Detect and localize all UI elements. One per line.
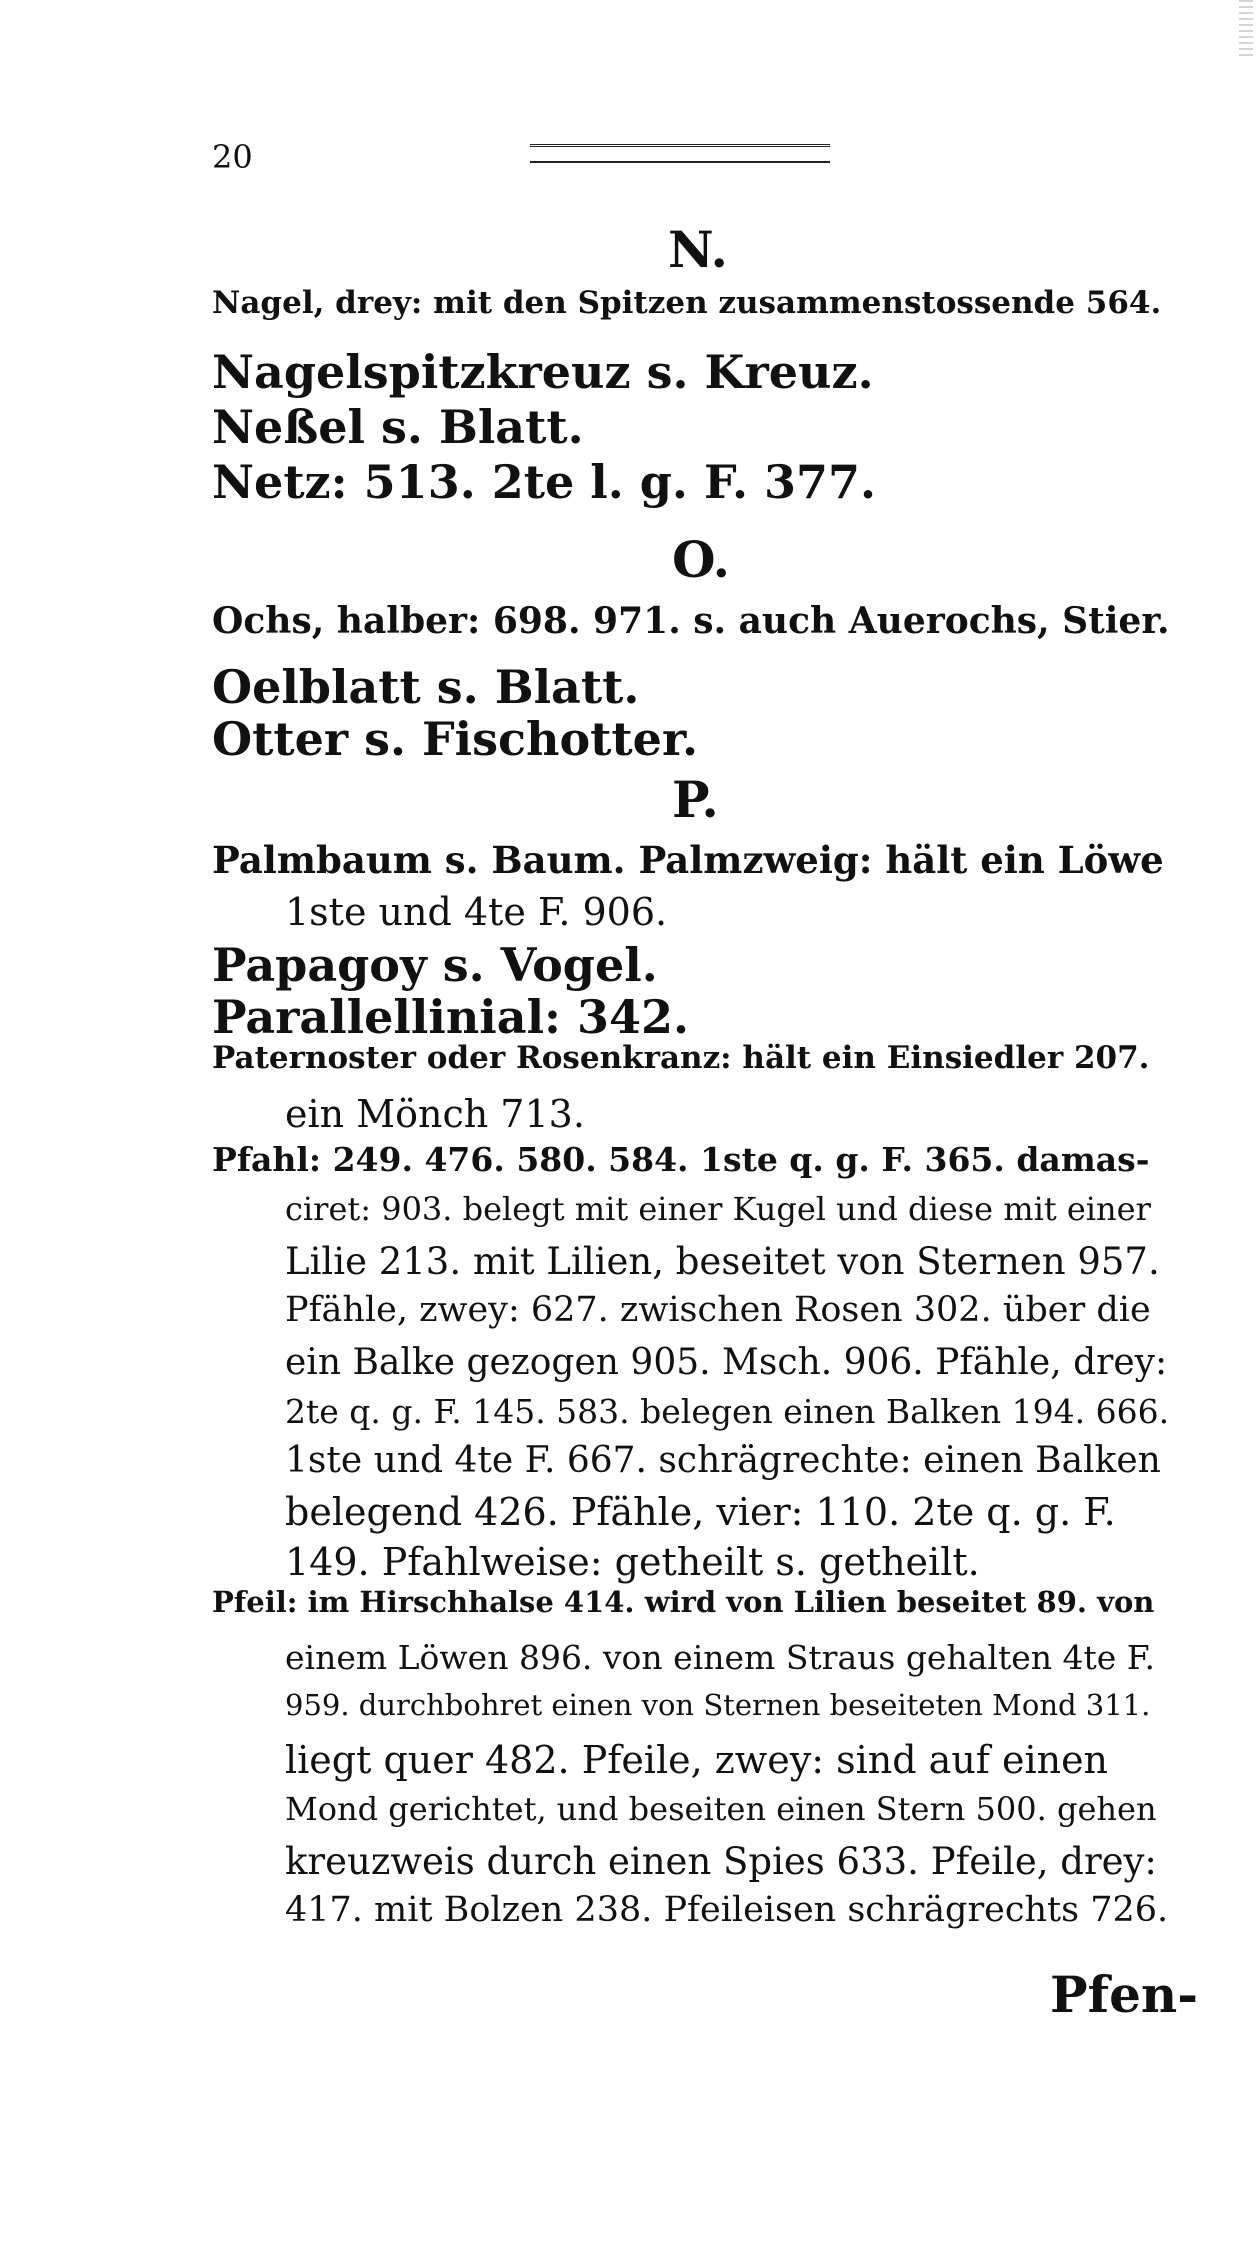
entry-line: 959. durchbohret einen von Sternen beseiteten Mond 311. (285, 1688, 1151, 1722)
entry-line: 2te q. g. F. 145. 583. belegen einen Balken 194. 666. (285, 1392, 1170, 1431)
entry-line: Papagoy s. Vogel. (212, 938, 658, 992)
entry-line: Ochs, halber: 698. 971. s. auch Auerochs, Stier. (212, 600, 1170, 642)
scan-speck (1239, 0, 1253, 60)
entry-line: Oelblatt s. Blatt. (212, 660, 640, 714)
entry-line: liegt quer 482. Pfeile, zwey: sind auf einen (285, 1738, 1109, 1782)
entry-line: Lilie 213. mit Lilien, beseitet von Sternen 957. (285, 1240, 1160, 1283)
entry-line: Neßel s. Blatt. (212, 400, 584, 454)
entry-line: 1ste und 4te F. 906. (285, 890, 668, 934)
entry-line: ein Balke gezogen 905. Msch. 906. Pfähle, drey: (285, 1342, 1168, 1383)
page-header (212, 138, 852, 178)
entry-line: Netz: 513. 2te l. g. F. 377. (212, 455, 877, 509)
entry-line: 1ste und 4te F. 667. schrägrechte: einen Balken (285, 1440, 1161, 1481)
header-rule (530, 144, 830, 163)
entry-line: 417. mit Bolzen 238. Pfeileisen schrägrechts 726. (285, 1890, 1169, 1930)
entry-line: Mond gerichtet, und beseiten einen Stern 500. gehen (285, 1790, 1157, 1828)
entry-line: Palmbaum s. Baum. Palmzweig: hält ein Löwe (212, 838, 1164, 882)
entry-line: Pfähle, zwey: 627. zwischen Rosen 302. über die (285, 1290, 1151, 1330)
entry-line: einem Löwen 896. von einem Straus gehalten 4te F. (285, 1638, 1156, 1677)
section-letter-o: O. (672, 530, 731, 589)
catchword: Pfen- (1050, 1965, 1199, 2024)
entry-line: Otter s. Fischotter. (212, 712, 698, 766)
section-letter-n: N. (668, 220, 728, 279)
entry-line: Pfeil: im Hirschhalse 414. wird von Lilien beseitet 89. von (212, 1585, 1155, 1619)
entry-line: Nagel, drey: mit den Spitzen zusammenstossende 564. (212, 285, 1162, 321)
section-letter-p: P. (672, 770, 719, 829)
entry-line: kreuzweis durch einen Spies 633. Pfeile, drey: (285, 1840, 1157, 1883)
entry-line: Paternoster oder Rosenkranz: hält ein Einsiedler 207. (212, 1040, 1150, 1076)
page-number: 20 (212, 138, 253, 176)
entry-line: ein Mönch 713. (285, 1092, 585, 1136)
entry-line: Nagelspitzkreuz s. Kreuz. (212, 345, 874, 399)
entry-line: 149. Pfahlweise: getheilt s. getheilt. (285, 1540, 980, 1584)
entry-line: Parallellinial: 342. (212, 990, 690, 1044)
entry-line: belegend 426. Pfähle, vier: 110. 2te q. g. F. (285, 1490, 1116, 1534)
entry-line: ciret: 903. belegt mit einer Kugel und diese mit einer (285, 1190, 1151, 1228)
entry-line: Pfahl: 249. 476. 580. 584. 1ste q. g. F. 365. damas- (212, 1140, 1150, 1179)
